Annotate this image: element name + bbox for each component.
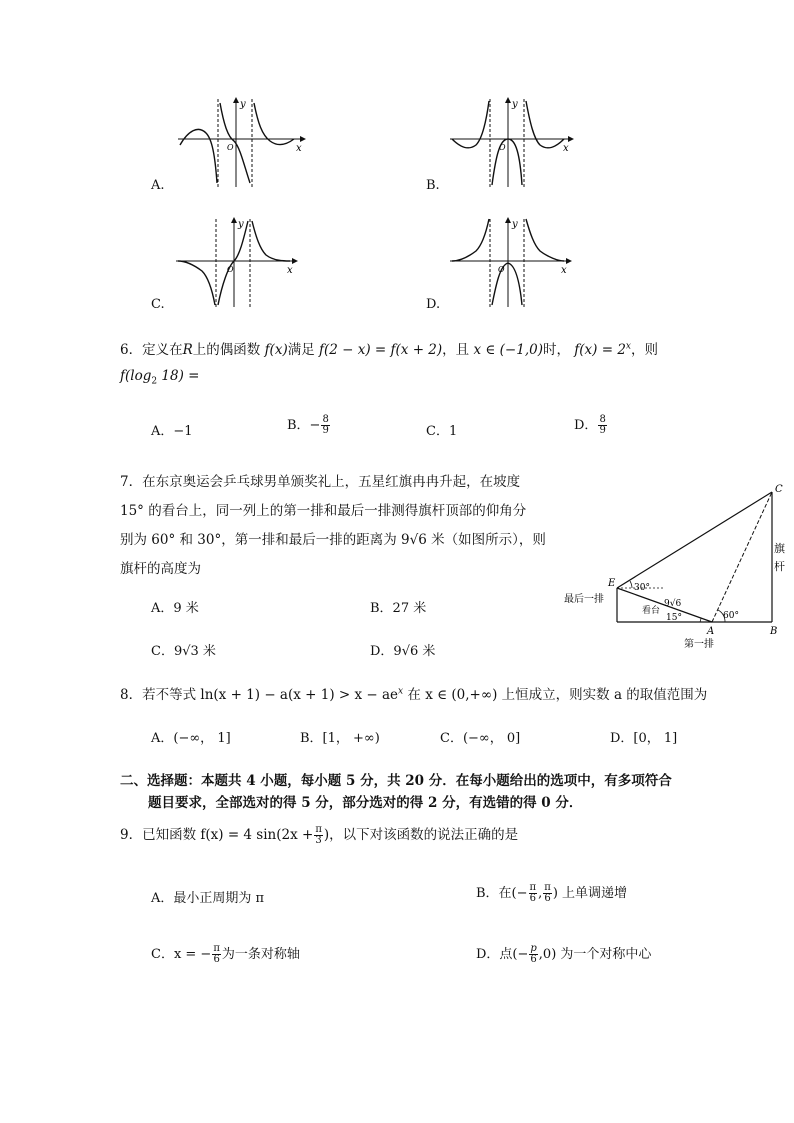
q7-figure: [560, 480, 790, 655]
svg-text:O: O: [227, 265, 234, 274]
q5-option-a[interactable]: A.: [151, 178, 165, 193]
graph-a-y-label: y: [240, 99, 246, 110]
q8-option-a[interactable]: A．(−∞， 1]: [151, 731, 231, 746]
svg-text:C: C: [775, 484, 783, 495]
svg-text:60°: 60°: [723, 611, 739, 621]
svg-text:x: x: [287, 265, 293, 276]
q6-option-d[interactable]: D． $\frac{8}{9}$: [574, 414, 606, 436]
svg-text:30°: 30°: [634, 583, 650, 593]
q5-option-b[interactable]: B.: [426, 178, 440, 193]
graph-c: [172, 215, 302, 310]
q6-stem: 6．定义在R上的偶函数 f(x)满足 f(2 − x) = f(x + 2)，且 x ∈ (−1,0)时， $f(x) = 2^x$，则: [120, 341, 658, 358]
svg-text:15°: 15°: [666, 613, 682, 623]
q8-option-c[interactable]: C．(−∞， 0]: [440, 731, 521, 746]
q6-option-b[interactable]: B．− $\frac{8}{9}$: [287, 414, 329, 436]
svg-text:杆: 杆: [774, 560, 785, 573]
q9-stem: 9．已知函数 f(x) = 4 sin(2x + $\frac{\pi}{3}$ )，以下对该函数的说法正确的是: [120, 824, 519, 846]
q9-option-a[interactable]: A．最小正周期为 π: [151, 891, 265, 906]
q7-line-2: 15° 的看台上，同一列上的第一排和最后一排测得旗杆顶部的仰角分: [120, 503, 527, 519]
graph-b: [446, 95, 576, 190]
svg-text:y: y: [512, 219, 518, 230]
section-2-heading: 二、选择题：本题共 4 小题，每小题 5 分，共 20 分．在每小题给出的选项中，有多项符合: [120, 773, 672, 789]
section-2-heading-cont: 题目要求，全部选对的得 5 分，部分选对的得 2 分，有选错的得 0 分．: [148, 795, 583, 811]
svg-text:O: O: [499, 143, 506, 152]
svg-text:O: O: [227, 143, 234, 152]
q7-option-a[interactable]: A．9 米: [151, 601, 199, 616]
svg-text:O: O: [498, 265, 505, 274]
graph-d: [446, 215, 576, 310]
q6-option-a[interactable]: A．−1: [151, 424, 193, 439]
svg-text:看台: 看台: [642, 606, 661, 616]
q6-option-c[interactable]: C．1: [426, 424, 458, 439]
q9-option-d[interactable]: D．点(− $\frac{p}{6}$ ,0) 为一个对称中心: [476, 943, 652, 965]
svg-text:x: x: [561, 265, 567, 276]
svg-text:y: y: [512, 99, 518, 110]
graph-a: [172, 95, 307, 190]
q8-option-d[interactable]: D．[0， 1]: [610, 731, 678, 746]
q7-option-b[interactable]: B．27 米: [370, 601, 427, 616]
svg-text:第一排: 第一排: [684, 639, 714, 650]
svg-text:x: x: [296, 143, 302, 154]
q5-option-d[interactable]: D.: [426, 297, 441, 312]
q7-option-d[interactable]: D．9√6 米: [370, 644, 436, 659]
q6-ask: $f(\log_2$ 18) =: [120, 368, 200, 387]
q7-line-4: 旗杆的高度为: [120, 561, 201, 577]
svg-text:B: B: [770, 626, 778, 637]
q5-option-c[interactable]: C.: [151, 297, 165, 312]
q8-stem: 8．若不等式 $\ln(x + 1) - a(x + 1) > x - ae^x$ 在 x ∈ (0,+∞) 上恒成立，则实数 a 的取值范围为: [120, 686, 708, 703]
q9-option-b[interactable]: B．在(− $\frac{\pi}{6}$ , $\frac{\pi}{6}$ ) 上单调递增: [476, 882, 628, 904]
svg-text:y: y: [238, 219, 244, 230]
svg-text:旗: 旗: [774, 542, 785, 555]
q7-option-c[interactable]: C．9√3 米: [151, 644, 216, 659]
svg-text:E: E: [608, 578, 616, 589]
svg-text:最后一排: 最后一排: [564, 594, 604, 605]
q7-line-3: 别为 60° 和 30°，第一排和最后一排的距离为 9√6 米（如图所示），则: [120, 532, 546, 548]
svg-text:A: A: [707, 626, 715, 637]
svg-text:x: x: [563, 143, 569, 154]
q8-option-b[interactable]: B．[1， +∞): [300, 731, 380, 746]
svg-text:9√6: 9√6: [664, 599, 682, 609]
q7-line-1: 7．在东京奥运会乒乓球男单颁奖礼上，五星红旗冉冉升起，在坡度: [120, 474, 521, 490]
q9-option-c[interactable]: C．x = − $\frac{\pi}{6}$ 为一条对称轴: [151, 943, 300, 965]
